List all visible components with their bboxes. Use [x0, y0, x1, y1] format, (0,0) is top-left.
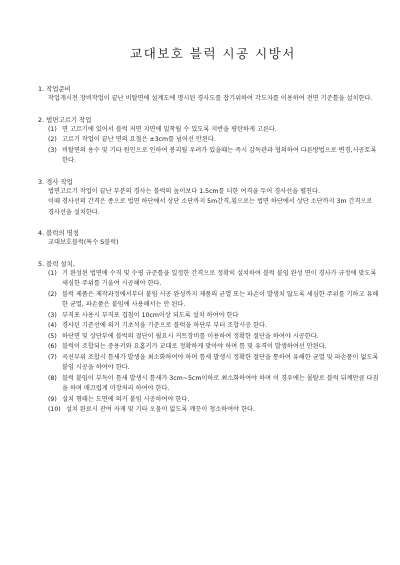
section-paragraph: 이때 경사선의 간격은 종으로 법면 하단에서 상단 소단까지 5m간격,횡으로는 법면 하단에서 상단 소단까지 3m 간격으로 경사선을 설치한다.	[48, 198, 373, 216]
item-number: (9)	[48, 395, 57, 403]
list-item	[48, 321, 380, 332]
list-item	[48, 395, 380, 406]
item-text: 면 고르기에 있어서 블럭 저면 지면에 밀착될 수 있도록 지반을 평탄하게 고른다.	[62, 125, 277, 133]
item-text: 설치 형태는 도면에 의거 붙임 시공하여야 한다.	[62, 395, 190, 403]
item-number: (10)	[48, 406, 61, 413]
section-heading: 1. 작업준비	[38, 85, 71, 93]
item-number: (8)	[48, 374, 57, 382]
item-number: (6)	[48, 343, 57, 350]
item-text: 설치 완료시 잔여 자재 및 기타 오물이 없도록 깨끗이 청소하여야 한다.	[66, 406, 255, 413]
list-item	[48, 135, 380, 146]
section-1	[38, 84, 380, 105]
item-text: 고르기 작업이 끝난 면의 요철은 ±3cm를 넘어선 안된다.	[62, 136, 216, 143]
section-4	[38, 228, 380, 249]
item-number: (2)	[48, 290, 57, 298]
item-number: (3)	[48, 311, 57, 319]
item-number: (1)	[48, 269, 57, 277]
item-text: 블럭 붙임이 부득이 틈새 발생시 틈새가 3cm~5cm이하로 최소화하여야 하며 이 경우에는 몰탈로 블럭 뒤께만큼 다짐을 하며 매끄럽게 미장처리 하여야 한다.	[62, 374, 379, 392]
list-item	[48, 146, 380, 167]
section-heading: 2. 법면고르기 작업	[38, 115, 92, 124]
section-paragraph: 교대보호블럭(특수 S블럭)	[48, 239, 119, 246]
item-text: 하단면 및 상단부에 블럭의 절단이 필요시 커트장비를 이용하여 정확한 절단을 하여야 시공한다.	[62, 332, 319, 340]
item-number: (1)	[48, 125, 57, 133]
item-text: 경사틴 기준선에 의거 기초석을 기준으로 블럭을 하단부 부터 조합시공 한다.	[62, 322, 267, 329]
item-number: (7)	[48, 353, 57, 361]
section-heading: 5. 블럭 설치,	[38, 259, 75, 268]
document-title: 교대보호 블럭 시공 시방서	[130, 46, 296, 61]
item-list	[38, 269, 380, 416]
item-number: (3)	[48, 146, 57, 154]
section-5	[38, 259, 380, 416]
section-paragraph: 작업개시전 장비작업이 끝난 비탈면에 설계도에 명시된 경사도를 잡기위하여 각도자를 이용하여 전면 기준틀을 설치한다.	[48, 95, 373, 102]
list-item	[48, 353, 380, 374]
item-text: 곡선부위 조합시 틈새가 발생을 최소화하여야 하며 틈새 발생시 정확한 절단을 통하여 유해한 균열 및 파손품이 없도록 붙임 시공을 하여야 한다.	[62, 353, 379, 371]
section-paragraph: 법면고르기 작업이 끝난 부분의 경사는 블럭의 높이보다 1.5cm를 더한 여격을 두어 경사선을 펼친다.	[48, 187, 320, 195]
list-item	[48, 342, 380, 353]
item-text: 부직포 사용시 부직포 겹침이 10cm이상 되도록 설치 하여야 한다	[62, 311, 239, 319]
item-text: 블럭 제품은 제작과정에서부터 붙임 시공 완성까지 제품의 균열 또는 파손이 발생치 않도록 세심한 주위를 기하고 유해한 균열, 파손품은 붙임에 사용해서는 안 된다.	[62, 290, 379, 308]
section-2	[38, 115, 380, 167]
list-item	[48, 125, 380, 136]
list-item	[48, 332, 380, 343]
item-number: (4)	[48, 322, 57, 329]
item-list	[38, 125, 380, 167]
item-number: (5)	[48, 332, 57, 340]
list-item	[48, 311, 380, 322]
item-text: 비탈면의 용수 및 기타 원인으로 인하여 붕괴될 우려가 있을때는 즉시 감독관과 협의하여 다른방법으로 변경,시공토록한다.	[62, 146, 377, 164]
item-text: 기 완성된 법면에 수직 및 수평 규준틀을 일정한 간격으로 정확히 설치하여 블럭 붙임 완성 면이 경사가 규정에 맞도록 세심한 주위를 기울여 시공해야 한다.	[62, 269, 377, 287]
section-heading: 4. 블럭의 명칭	[38, 229, 80, 237]
list-item	[48, 269, 380, 290]
list-item	[48, 405, 380, 416]
item-number: (2)	[48, 136, 57, 143]
document-body	[38, 84, 380, 416]
list-item	[48, 290, 380, 311]
section-heading: 3. 경사 작업	[38, 177, 73, 186]
section-3	[38, 177, 380, 219]
item-text: 블럭이 조합되는 중용키와 요홈키가 교대로 정확하게 맞아야 하며 틈 및 유격이 발생하여선 안된다.	[62, 343, 327, 350]
list-item	[48, 374, 380, 395]
